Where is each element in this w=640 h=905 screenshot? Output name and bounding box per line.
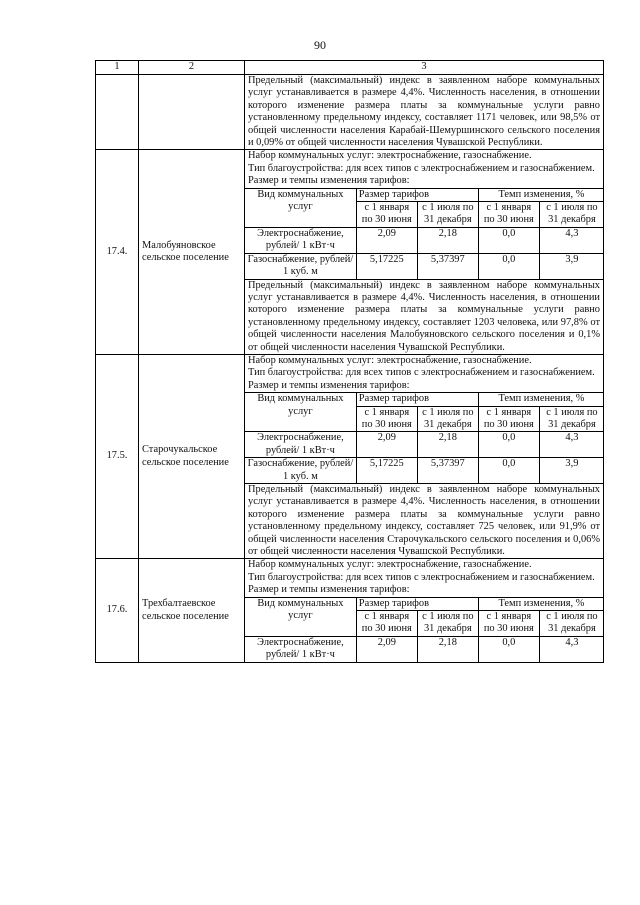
settlement-details bbox=[245, 559, 604, 662]
tariff-size-header: Размер тарифов bbox=[356, 597, 478, 610]
tariff-first-half: 2,09 bbox=[356, 636, 417, 661]
change-rate-header: Темп изменения, % bbox=[478, 597, 604, 610]
tariff-second-half: 2,18 bbox=[417, 636, 478, 661]
tariff-table bbox=[245, 188, 604, 280]
settlement-row bbox=[96, 559, 604, 662]
settlement-details bbox=[245, 150, 604, 355]
services-kind-header: Вид коммунальных услуг bbox=[245, 393, 356, 432]
change-second-half: 3,9 bbox=[539, 253, 604, 279]
change-second-half: 4,3 bbox=[539, 227, 604, 253]
max-index-text: Предельный (максимальный) индекс в заявленном наборе коммунальных услуг устанавливается в размере 4,4%. Численность населения, в отношении которого изменение размера платы за коммунальные услуги равно установленному предельному индексу, составляет 1203 человека, или 97,8% от общей численности населения Малобуяновского сельского поселения и 0,1% от общей численности населения Чувашской Республики. bbox=[248, 279, 600, 353]
change-first-half: 0,0 bbox=[478, 253, 539, 279]
service-name: Электроснабжение, рублей/ 1 кВт·ч bbox=[245, 432, 356, 458]
continuation-row bbox=[96, 75, 604, 150]
change-rate-header: Темп изменения, % bbox=[478, 188, 604, 201]
services-kind-header: Вид коммунальных услуг bbox=[245, 597, 356, 636]
tariff-first-half: 2,09 bbox=[356, 227, 417, 253]
continuation-num-cell bbox=[96, 75, 139, 150]
period-header-3: с 1 января по 30 июня bbox=[478, 202, 539, 228]
tariff-row bbox=[245, 432, 604, 458]
continuation-text: Предельный (максимальный) индекс в заявленном наборе коммунальных услуг устанавливается в размере 4,4%. Численность населения, в отношении которого изменение размера платы за коммунальные услуги равно установленному предельному индексу, составляет 1171 человек, или 98,5% от общей численности населения Карабай-Шемуршинского сельского поселения и 0,09% от общей численности населения Чувашской Республики. bbox=[245, 75, 604, 150]
change-second-half: 4,3 bbox=[539, 432, 604, 458]
settlement-name: Трехбалтаевское сельское поселение bbox=[139, 559, 245, 662]
tariff-size-line: Размер и темпы изменения тарифов: bbox=[248, 584, 410, 596]
tariff-table bbox=[245, 392, 604, 484]
tariff-second-half: 5,37397 bbox=[417, 253, 478, 279]
tariff-size-line: Размер и темпы изменения тарифов: bbox=[248, 175, 410, 187]
service-name: Газоснабжение, рублей/ 1 куб. м bbox=[245, 253, 356, 279]
period-header-1: с 1 января по 30 июня bbox=[356, 406, 417, 432]
max-index-text: Предельный (максимальный) индекс в заявленном наборе коммунальных услуг устанавливается в размере 4,4%. Численность населения, в отношении которого изменение размера платы за коммунальные услуги равно установленному предельному индексу, составляет 725 человек, или 91,9% от общей численности населения Старочукальского сельского поселения и 0,06% от общей численности населения Чувашской Республики. bbox=[248, 484, 600, 558]
settlement-name: Малобуяновское сельское поселение bbox=[139, 150, 245, 355]
improvement-type-line: Тип благоустройства: для всех типов с электроснабжением и газоснабжением. bbox=[248, 571, 595, 583]
tariff-size-header: Размер тарифов bbox=[356, 393, 478, 406]
tariff-header-row bbox=[245, 393, 604, 406]
tariff-row bbox=[245, 636, 604, 661]
change-first-half: 0,0 bbox=[478, 458, 539, 484]
settlement-name: Старочукальское сельское поселение bbox=[139, 354, 245, 559]
row-number: 17.5. bbox=[96, 354, 139, 559]
period-header-3: с 1 января по 30 июня bbox=[478, 406, 539, 432]
period-header-1: с 1 января по 30 июня bbox=[356, 611, 417, 637]
tariff-second-half: 2,18 bbox=[417, 432, 478, 458]
change-first-half: 0,0 bbox=[478, 636, 539, 661]
services-kind-header: Вид коммунальных услуг bbox=[245, 188, 356, 227]
header-col-2: 2 bbox=[139, 61, 245, 75]
service-name: Электроснабжение, рублей/ 1 кВт·ч bbox=[245, 636, 356, 661]
header-col-1: 1 bbox=[96, 61, 139, 75]
improvement-type-line: Тип благоустройства: для всех типов с электроснабжением и газоснабжением. bbox=[248, 162, 595, 174]
column-numbers-row bbox=[96, 61, 604, 75]
period-header-2: с 1 июля по 31 декабря bbox=[417, 202, 478, 228]
page-number: 90 bbox=[314, 38, 326, 52]
row-number: 17.6. bbox=[96, 559, 139, 662]
period-header-2: с 1 июля по 31 декабря bbox=[417, 406, 478, 432]
period-header-4: с 1 июля по 31 декабря bbox=[539, 611, 604, 637]
tariff-header-row bbox=[245, 597, 604, 610]
tariff-first-half: 5,17225 bbox=[356, 253, 417, 279]
header-col-3: 3 bbox=[245, 61, 604, 75]
change-first-half: 0,0 bbox=[478, 227, 539, 253]
change-second-half: 3,9 bbox=[539, 458, 604, 484]
tariff-header-row bbox=[245, 188, 604, 201]
tariff-first-half: 2,09 bbox=[356, 432, 417, 458]
continuation-settlement-cell bbox=[139, 75, 245, 150]
change-first-half: 0,0 bbox=[478, 432, 539, 458]
tariff-first-half: 5,17225 bbox=[356, 458, 417, 484]
tariff-document-table bbox=[95, 60, 604, 663]
period-header-4: с 1 июля по 31 декабря bbox=[539, 406, 604, 432]
period-header-2: с 1 июля по 31 декабря bbox=[417, 611, 478, 637]
service-name: Электроснабжение, рублей/ 1 кВт·ч bbox=[245, 227, 356, 253]
period-header-1: с 1 января по 30 июня bbox=[356, 202, 417, 228]
tariff-size-line: Размер и темпы изменения тарифов: bbox=[248, 379, 410, 391]
period-header-4: с 1 июля по 31 декабря bbox=[539, 202, 604, 228]
services-set-line: Набор коммунальных услуг: электроснабжение, газоснабжение. bbox=[248, 559, 532, 571]
tariff-row bbox=[245, 253, 604, 279]
change-rate-header: Темп изменения, % bbox=[478, 393, 604, 406]
service-name: Газоснабжение, рублей/ 1 куб. м bbox=[245, 458, 356, 484]
tariff-second-half: 5,37397 bbox=[417, 458, 478, 484]
settlement-details bbox=[245, 354, 604, 559]
improvement-type-line: Тип благоустройства: для всех типов с электроснабжением и газоснабжением. bbox=[248, 367, 595, 379]
settlement-row bbox=[96, 354, 604, 559]
tariff-row bbox=[245, 458, 604, 484]
tariff-row bbox=[245, 227, 604, 253]
settlement-row bbox=[96, 150, 604, 355]
services-set-line: Набор коммунальных услуг: электроснабжение, газоснабжение. bbox=[248, 354, 532, 366]
tariff-size-header: Размер тарифов bbox=[356, 188, 478, 201]
row-number: 17.4. bbox=[96, 150, 139, 355]
tariff-table bbox=[245, 597, 604, 662]
period-header-3: с 1 января по 30 июня bbox=[478, 611, 539, 637]
tariff-second-half: 2,18 bbox=[417, 227, 478, 253]
change-second-half: 4,3 bbox=[539, 636, 604, 661]
services-set-line: Набор коммунальных услуг: электроснабжение, газоснабжение. bbox=[248, 150, 532, 162]
